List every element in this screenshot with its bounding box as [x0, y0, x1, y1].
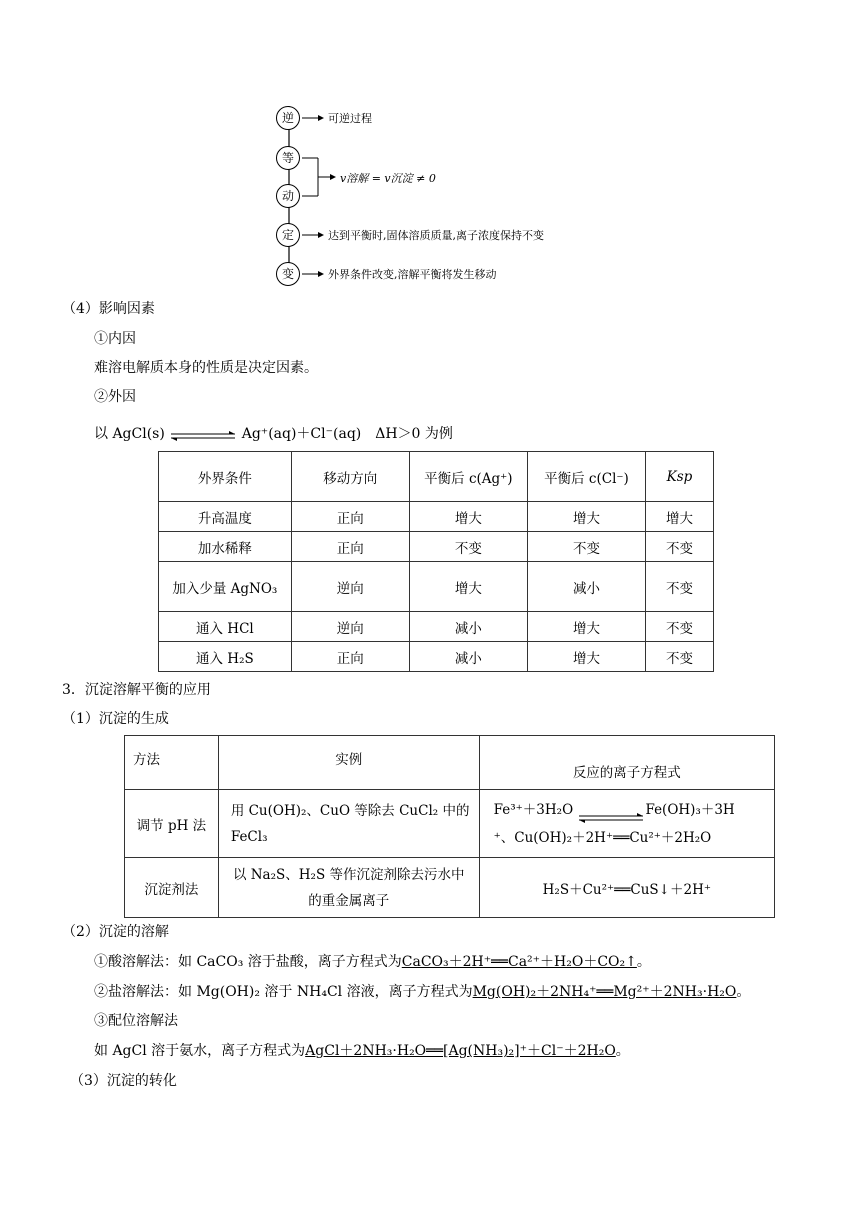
label-ni: 可逆过程	[328, 112, 372, 125]
t2-equation-agent: H₂S＋Cu²⁺══CuS↓＋2H⁺	[479, 858, 774, 918]
cell: 升高温度	[159, 502, 292, 532]
s32-coord-line	[94, 1040, 630, 1060]
table-row	[159, 612, 714, 642]
cell: 加入少量 AgNO₃	[159, 562, 292, 612]
s32-salt-line	[94, 981, 750, 1001]
eq-right: Fe(OH)₃＋3H	[645, 801, 735, 818]
node-dong: 动	[276, 184, 300, 208]
s4-inner: ①内因	[94, 331, 136, 347]
s32-acid-line	[94, 951, 651, 971]
example-prefix: 以 AgCl(s)	[94, 426, 165, 442]
table-row	[159, 642, 714, 672]
cell: 正向	[291, 502, 409, 532]
table-row	[159, 532, 714, 562]
t1-header-condition: 外界条件	[159, 452, 292, 502]
s32-coord-heading: ③配位溶解法	[94, 1013, 178, 1029]
table-row	[159, 502, 714, 532]
cell: 逆向	[291, 562, 409, 612]
s4-outer: ②外因	[94, 389, 136, 405]
example-line-2: FeCl₃	[230, 828, 268, 845]
node-ding: 定	[276, 223, 300, 247]
t2-example-ph	[218, 790, 479, 858]
cell: 正向	[291, 642, 409, 672]
example-right: Ag⁺(aq)＋Cl⁻(aq) ΔH＞0 为例	[241, 426, 453, 442]
t2-header-equation: 反应的离子方程式	[479, 736, 774, 790]
t2-header-example: 实例	[218, 736, 479, 790]
cell: 不变	[646, 532, 714, 562]
cell: 增大	[527, 642, 645, 672]
t2-header-method: 方法	[125, 736, 219, 790]
s4-heading: （4）影响因素	[62, 301, 155, 317]
s3-heading: 3．沉淀溶解平衡的应用	[62, 682, 211, 698]
salt-prefix: ②盐溶解法：如 Mg(OH)₂ 溶于 NH₄Cl 溶液，离子方程式为	[94, 984, 473, 1000]
eq-left: Fe³⁺＋3H₂O	[493, 801, 574, 818]
s4-inner-text: 难溶电解质本身的性质是决定因素。	[94, 360, 318, 376]
label-rate-equal: v溶解 = v沉淀 ≠ 0	[340, 172, 436, 185]
cell: 减小	[409, 642, 527, 672]
label-ding: 达到平衡时,固体溶质质量,离子浓度保持不变	[328, 229, 544, 242]
cell: 不变	[646, 562, 714, 612]
cell: 通入 HCl	[159, 612, 292, 642]
cell: 加水稀释	[159, 532, 292, 562]
t1-header-ag: 平衡后 c(Ag⁺)	[409, 452, 527, 502]
equation-line-2: ⁺、Cu(OH)₂＋2H⁺══Cu²⁺＋2H₂O	[493, 829, 712, 846]
t2-equation-ph	[479, 790, 774, 858]
t2-example-agent	[218, 858, 479, 918]
cell: 不变	[646, 612, 714, 642]
table-row	[159, 562, 714, 612]
example-line	[94, 423, 453, 443]
cell: 不变	[409, 532, 527, 562]
cell: 增大	[527, 502, 645, 532]
punct: 。	[636, 954, 651, 970]
example-line-2: 的重金属离子	[308, 892, 390, 909]
table-row	[125, 790, 775, 858]
t1-header-direction: 移动方向	[291, 452, 409, 502]
cell: 增大	[527, 612, 645, 642]
punct: 。	[615, 1043, 630, 1059]
equation-line-1	[494, 796, 770, 824]
node-ni: 逆	[276, 106, 300, 130]
s31-heading: （1）沉淀的生成	[62, 711, 169, 727]
cell: 增大	[409, 502, 527, 532]
cell: 正向	[291, 532, 409, 562]
coord-equation: AgCl＋2NH₃·H₂O══[Ag(NH₃)₂]⁺＋Cl⁻＋2H₂O	[305, 1043, 616, 1059]
diagram-lines	[270, 98, 610, 288]
cell: 通入 H₂S	[159, 642, 292, 672]
cell: 不变	[646, 642, 714, 672]
salt-equation: Mg(OH)₂＋2NH₄⁺══Mg²⁺＋2NH₃·H₂O	[472, 984, 737, 1000]
acid-prefix: ①酸溶解法：如 CaCO₃ 溶于盐酸，离子方程式为	[94, 954, 402, 970]
t2-method-ph: 调节 pH 法	[125, 790, 219, 858]
cell: 减小	[409, 612, 527, 642]
factor-table	[158, 451, 714, 672]
cell: 不变	[527, 532, 645, 562]
t1-header-cl: 平衡后 c(Cl⁻)	[527, 452, 645, 502]
acid-equation: CaCO₃＋2H⁺══Ca²⁺＋H₂O＋CO₂↑	[401, 954, 637, 970]
table-row	[125, 858, 775, 918]
reversible-arrow-icon	[577, 805, 645, 815]
s33-heading: （3）沉淀的转化	[70, 1073, 177, 1089]
cell: 逆向	[291, 612, 409, 642]
coord-prefix: 如 AgCl 溶于氨水，离子方程式为	[94, 1043, 306, 1059]
t2-method-agent: 沉淀剂法	[125, 858, 219, 918]
reversible-arrow-icon	[169, 429, 237, 439]
equilibrium-features-diagram	[270, 98, 610, 288]
s32-heading: （2）沉淀的溶解	[62, 924, 169, 940]
node-bian: 变	[276, 262, 300, 286]
cell: 增大	[646, 502, 714, 532]
example-line-1: 以 Na₂S、H₂S 等作沉淀剂除去污水中	[232, 866, 465, 883]
example-line-1: 用 Cu(OH)₂、CuO 等除去 CuCl₂ 中的	[230, 802, 470, 819]
cell: 减小	[527, 562, 645, 612]
node-deng: 等	[276, 146, 300, 170]
t1-header-ksp: Ksp	[646, 452, 714, 502]
cell: 增大	[409, 562, 527, 612]
label-bian: 外界条件改变,溶解平衡将发生移动	[328, 268, 497, 281]
precipitation-formation-table	[124, 735, 775, 918]
punct: 。	[736, 984, 751, 1000]
